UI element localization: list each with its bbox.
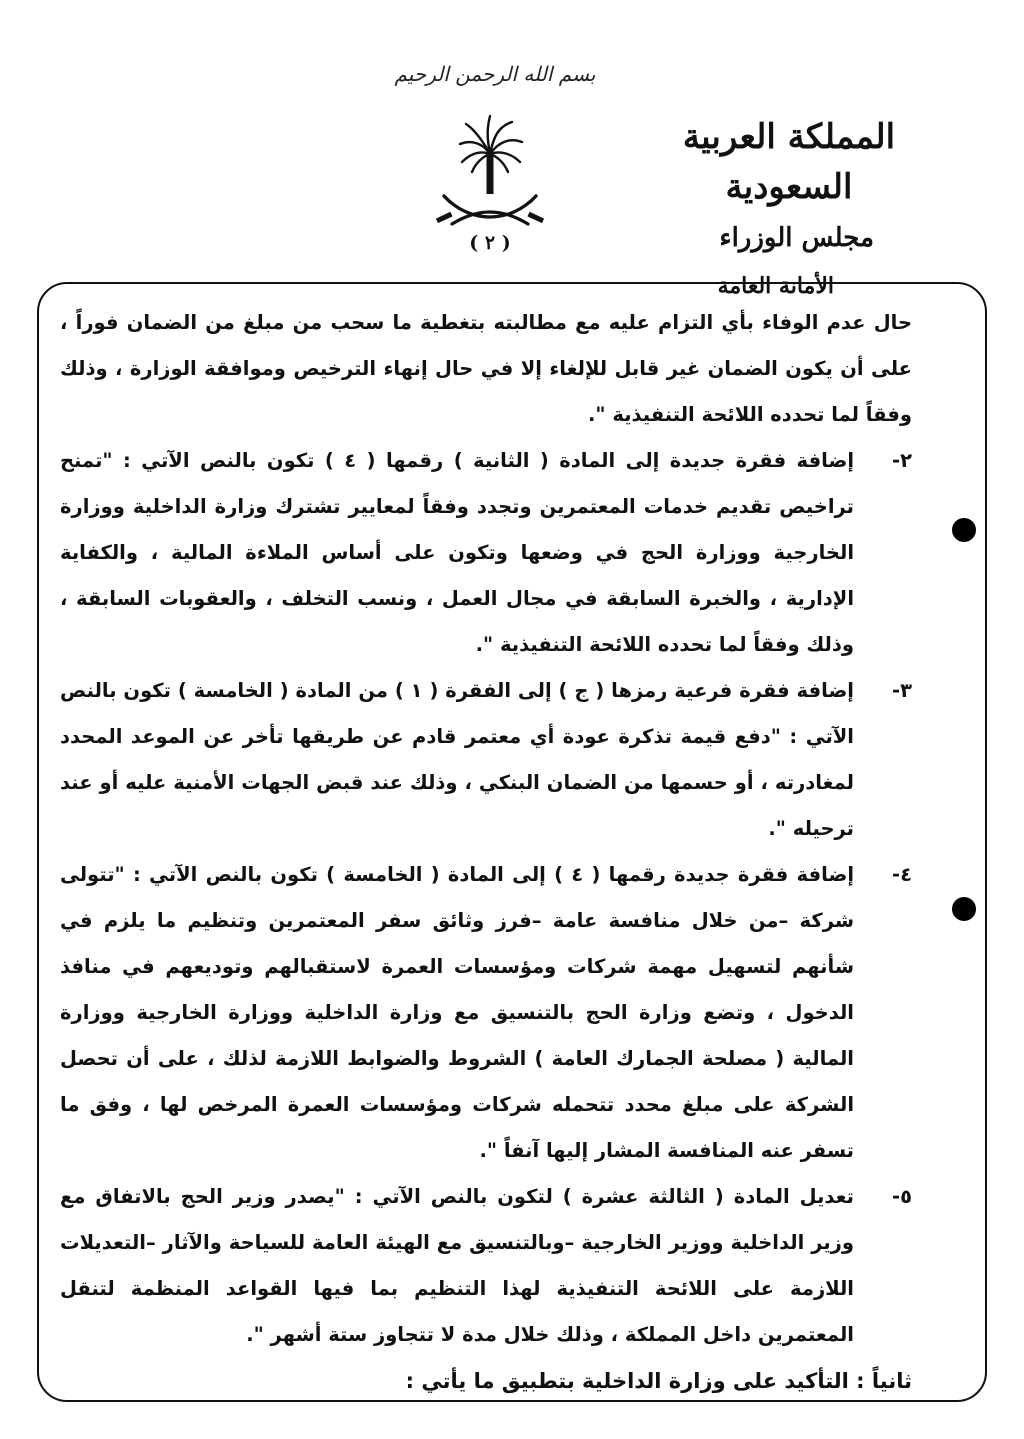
list-item	[60, 1174, 912, 1358]
item-text: تعديل المادة ( الثالثة عشرة ) لتكون بالنص الآتي : "يصدر وزير الحج بالاتفاق مع وزير الداخلية ووزير الخارجية –وبالتنسيق مع الهيئة العامة للسياحة والآثار –التعديلات اللازمة على اللائحة التنفيذية لهذا التنظيم بما فيها القواعد المنظمة لتنقل المعتمرين داخل المملكة ، وذلك خلال مدة لا تتجاوز ستة أشهر ".	[60, 1185, 854, 1346]
item-number: ٥-	[892, 1185, 912, 1208]
secretariat-title: الأمانة العامة	[717, 273, 834, 299]
list-item	[60, 438, 912, 668]
item-text: إضافة فقرة جديدة رقمها ( ٤ ) إلى المادة ( الخامسة ) تكون بالنص الآتي : "تتولى شركة –من خلال منافسة عامة –فرز وثائق سفر المعتمرين وتنظيم ما يلزم في شأنهم لتسهيل مهمة شركات ومؤسسات العمرة لاستقبالهم وتوديعهم في منافذ الدخول ، وتضع وزارة الحج بالتنسيق مع وزارة الداخلية ووزارة الخارجية ووزارة المالية ( مصلحة الجمارك العامة ) الشروط والضوابط اللازمة لذلك ، على أن تحصل الشركة على مبلغ محدد تتحمله شركات ومؤسسات العمرة المرخص لها ، وفق ما تسفر عنه المنافسة المشار إليها آنفاً ".	[60, 863, 854, 1162]
page-number: ( ٢ )	[469, 232, 511, 254]
item-number: ٢-	[892, 449, 912, 472]
list-item	[60, 852, 912, 1174]
item-text: إضافة فقرة فرعية رمزها ( ج ) إلى الفقرة ( ١ ) من المادة ( الخامسة ) تكون بالنص الآتي : "دفع قيمة تذكرة عودة أي معتمر قادم عن طريقها تأخر عن الموعد المحدد لمغادرته ، أو حسمها من الضمان البنكي ، وذلك عند قبض الجهات الأمنية عليه أو عند ترحيله ".	[60, 679, 854, 840]
punch-hole	[952, 518, 976, 542]
letterhead	[624, 112, 954, 308]
document-body	[60, 300, 912, 1404]
saudi-emblem-palm-swords-icon	[430, 112, 550, 232]
item-number: ٣-	[892, 679, 912, 702]
kingdom-title: المملكة العربية السعودية	[682, 117, 896, 207]
item-number: ٤-	[892, 863, 912, 886]
section-second-heading: ثانياً : التأكيد على وزارة الداخلية بتطبيق ما يأتي :	[405, 1369, 912, 1393]
continuation-paragraph: حال عدم الوفاء بأي التزام عليه مع مطالبته بتغطية ما سحب من مبلغ من الضمان فوراً ، على أن يكون الضمان غير قابل للإلغاء إلا في حال إنهاء الترخيص وموافقة الوزارة ، وذلك وفقاً لما تحدده اللائحة التنفيذية ".	[60, 311, 912, 426]
punch-hole	[952, 897, 976, 921]
council-title: مجلس الوزراء	[719, 223, 874, 253]
basmala: بسم الله الرحمن الرحيم	[394, 62, 596, 86]
item-text: إضافة فقرة جديدة إلى المادة ( الثانية ) رقمها ( ٤ ) تكون بالنص الآتي : "تمنح تراخيص تقديم خدمات المعتمرين وتجدد وفقاً لمعايير تشترك وزارة الداخلية ووزارة الخارجية ووزارة الحج في وضعها وتكون على أساس الملاءة المالية ، والكفاية الإدارية ، والخبرة السابقة في مجال العمل ، ونسب التخلف ، والعقوبات السابقة ، وذلك وفقاً لما تحدده اللائحة التنفيذية ".	[60, 449, 854, 656]
list-item	[60, 668, 912, 852]
